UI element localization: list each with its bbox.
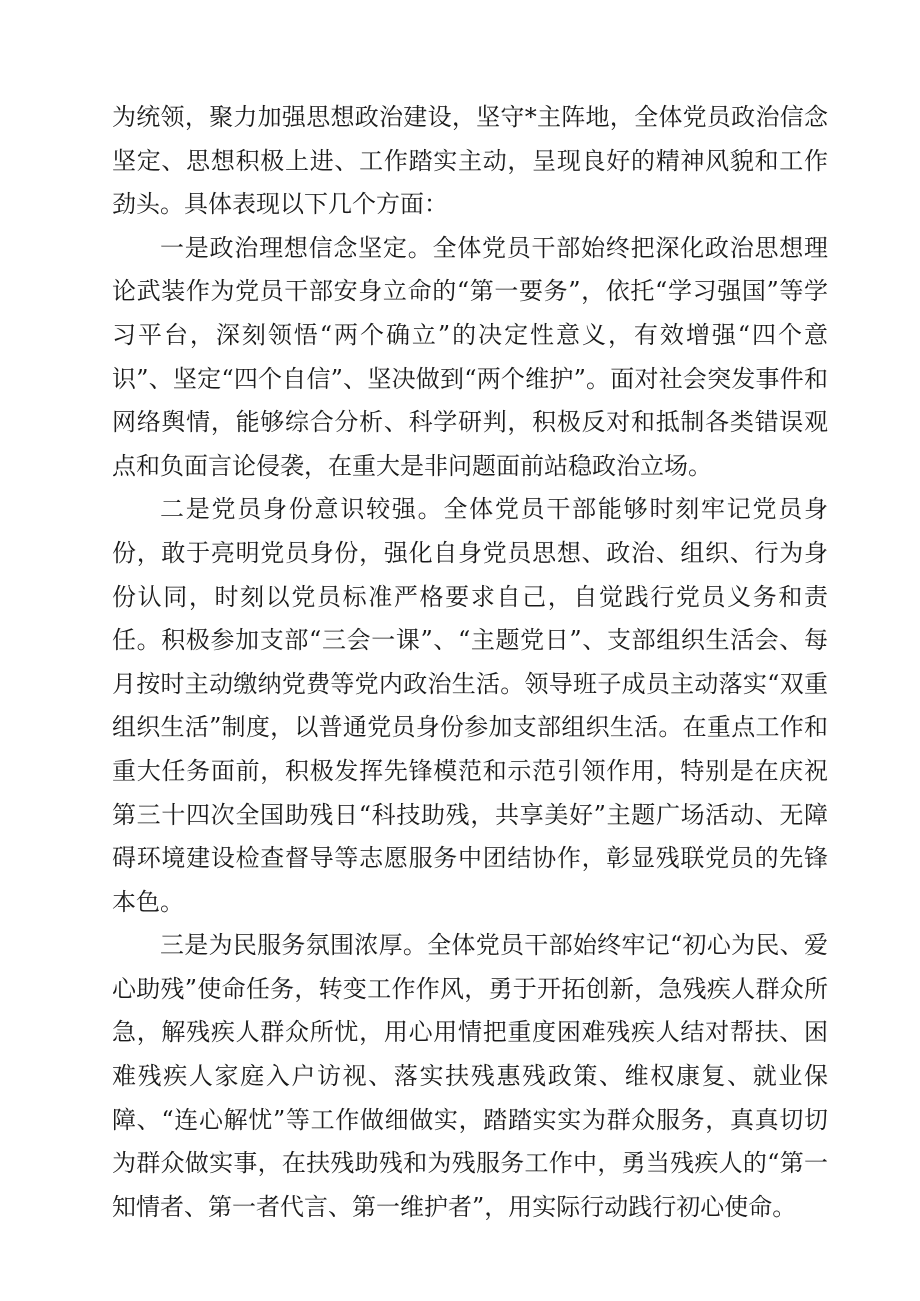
paragraph-service-spirit: 三是为民服务氛围浓厚。全体党员干部始终牢记“初心为民、爱心助残”使命任务，转变工作作风，勇于开拓创新，急残疾人群众所急，解残疾人群众所忧，用心用情把重度困难残疾人结对帮扶、困难残疾人家庭入户访视、落实扶残惠残政策、维权康复、就业保障、“连心解忧”等工作做细做实，踏踏实实为群众服务，真真切切为群众做实事，在扶残助残和为残服务工作中，勇当残疾人的“第一知情者、第一者代言、第一维护者”，用实际行动践行初心使命。 (112, 931, 828, 1221)
paragraph-intro-continuation: 为统领，聚力加强思想政治建设，坚守*主阵地，全体党员政治信念坚定、思想积极上进、工作踏实主动，呈现良好的精神风貌和工作劲头。具体表现以下几个方面： (112, 103, 828, 219)
paragraph-political-belief: 一是政治理想信念坚定。全体党员干部始终把深化政治思想理论武装作为党员干部安身立命的“第一要务”，依托“学习强国”等学习平台，深刻领悟“两个确立”的决定性意义，有效增强“四个意识”、坚定“四个自信”、坚决做到“两个维护”。面对社会突发事件和网络舆情，能够综合分析、科学研判，积极反对和抵制各类错误观点和负面言论侵袭，在重大是非问题面前站稳政治立场。 (112, 233, 828, 480)
paragraph-party-identity: 二是党员身份意识较强。全体党员干部能够时刻牢记党员身份，敢于亮明党员身份，强化自身党员思想、政治、组织、行为身份认同，时刻以党员标准严格要求自己，自觉践行党员义务和责任。积极参加支部“三会一课”、“主题党日”、支部组织生活会、每月按时主动缴纳党费等党内政治生活。领导班子成员主动落实“双重组织生活”制度，以普通党员身份参加支部组织生活。在重点工作和重大任务面前，积极发挥先锋模范和示范引领作用，特别是在庆祝第三十四次全国助残日“科技助残，共享美好”主题广场活动、无障碍环境建设检查督导等志愿服务中团结协作，彰显残联党员的先锋本色。 (112, 495, 828, 916)
document-body (112, 96, 828, 1229)
